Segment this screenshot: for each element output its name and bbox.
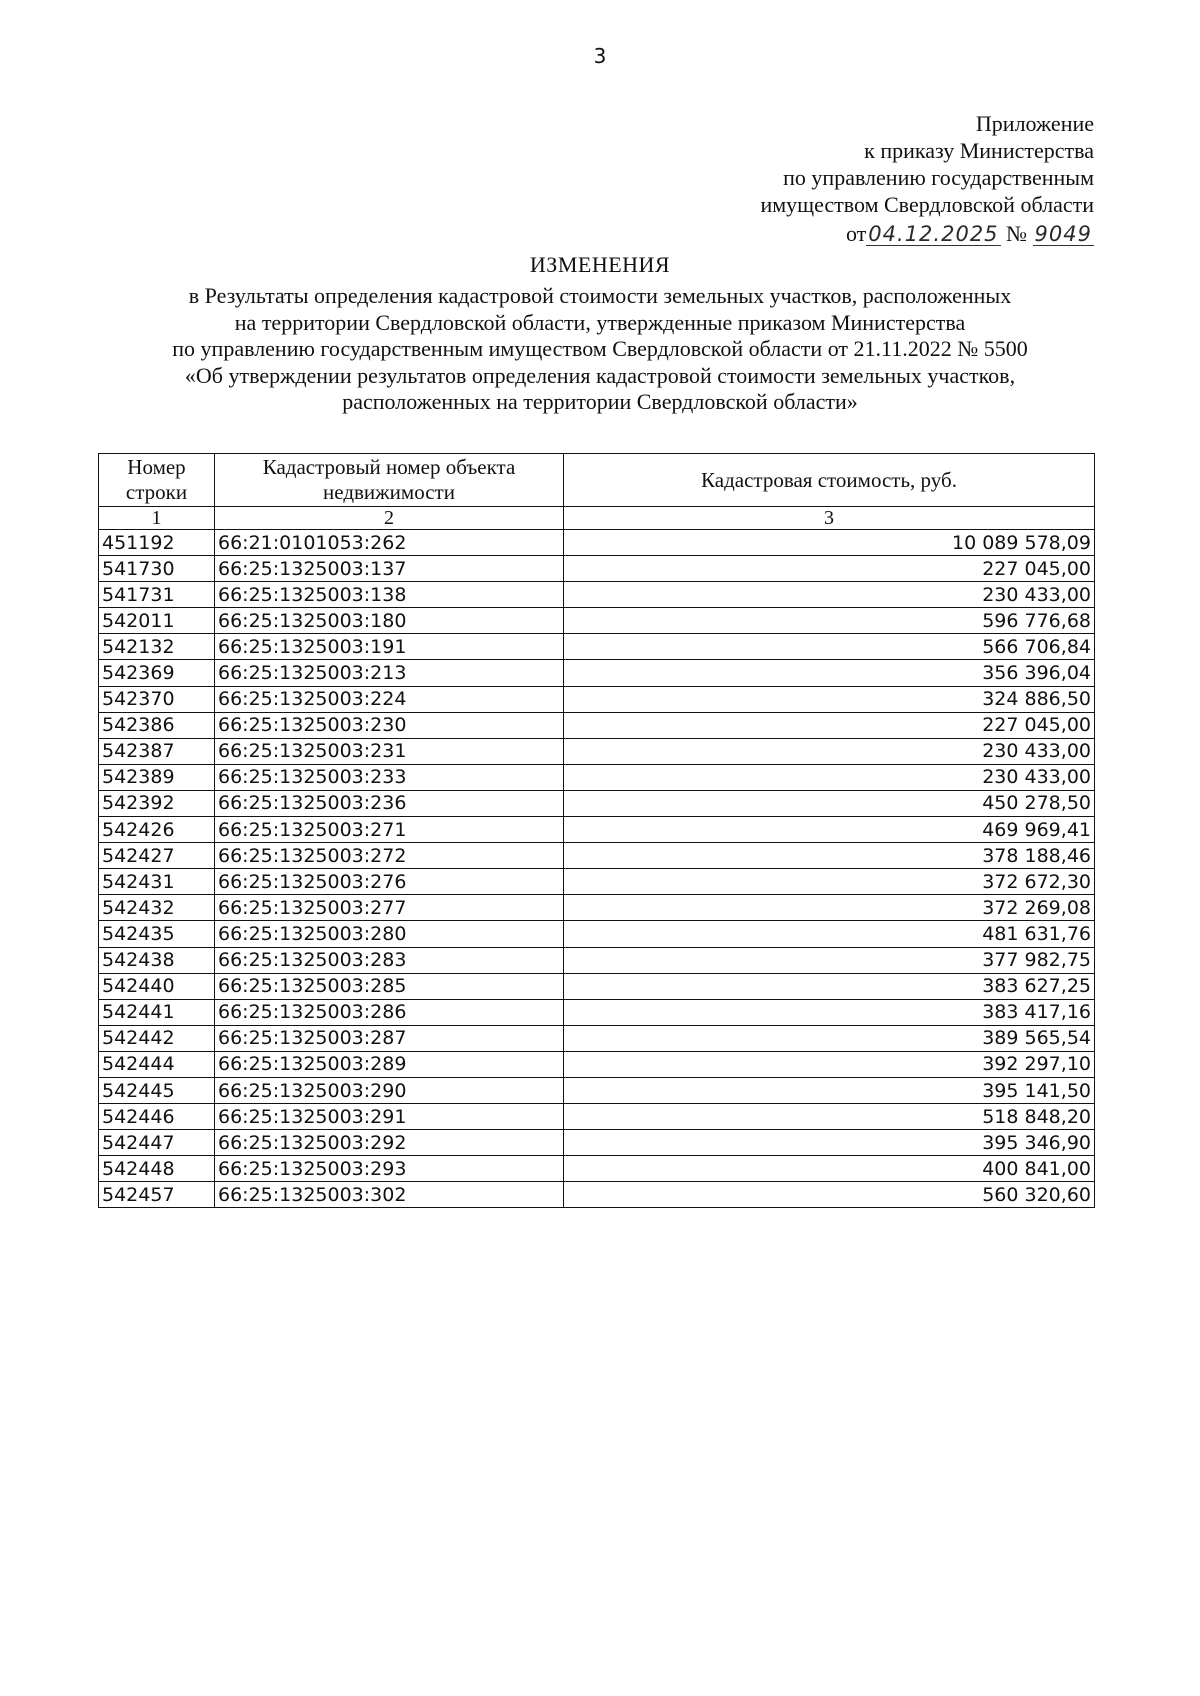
table-row: [99, 1025, 1095, 1051]
cadastral-changes-table: [98, 453, 1095, 1208]
row-number-cell: 542370: [99, 686, 215, 712]
column-number: 1: [99, 507, 215, 530]
cadastral-value-cell: 481 631,76: [564, 921, 1095, 947]
cadastral-number-cell: 66:25:1325003:233: [215, 764, 564, 790]
cadastral-number-cell: 66:25:1325003:224: [215, 686, 564, 712]
row-number-cell: 451192: [99, 530, 215, 556]
subtitle-line: «Об утверждении результатов определения кадастровой стоимости земельных участков,: [184, 362, 1016, 388]
row-number-cell: 542387: [99, 738, 215, 764]
cadastral-number-cell: 66:21:0101053:262: [215, 530, 564, 556]
header-cadastral-value: Кадастровая стоимость, руб.: [564, 454, 1095, 507]
subtitle-line: в Результаты определения кадастровой стоимости земельных участков, расположенных: [188, 283, 1012, 308]
subtitle-line: на территории Свердловской области, утвержденные приказом Министерства: [234, 309, 966, 335]
table-row: [99, 1182, 1095, 1208]
cadastral-number-cell: 66:25:1325003:292: [215, 1130, 564, 1156]
header-cadastral-number: Кадастровый номер объекта недвижимости: [215, 454, 564, 507]
cadastral-value-cell: 372 269,08: [564, 895, 1095, 921]
cadastral-value-cell: 230 433,00: [564, 582, 1095, 608]
cadastral-value-cell: 230 433,00: [564, 738, 1095, 764]
table-row: [99, 790, 1095, 816]
row-number-cell: 542444: [99, 1051, 215, 1077]
cadastral-number-cell: 66:25:1325003:271: [215, 817, 564, 843]
row-number-cell: 542447: [99, 1130, 215, 1156]
cadastral-value-cell: 469 969,41: [564, 817, 1095, 843]
row-number-cell: 542389: [99, 764, 215, 790]
cadastral-number-cell: 66:25:1325003:213: [215, 660, 564, 686]
table-row: [99, 660, 1095, 686]
table-row: [99, 764, 1095, 790]
cadastral-number-cell: 66:25:1325003:283: [215, 947, 564, 973]
row-number-cell: 542441: [99, 999, 215, 1025]
table-row: [99, 921, 1095, 947]
row-number-cell: 542426: [99, 817, 215, 843]
cadastral-value-cell: 596 776,68: [564, 608, 1095, 634]
appendix-line: к приказу Министерства: [864, 138, 1094, 163]
cadastral-number-cell: 66:25:1325003:276: [215, 869, 564, 895]
table-row: [99, 582, 1095, 608]
table-row: [99, 999, 1095, 1025]
document-subtitle: [100, 283, 1100, 416]
column-number-row: [99, 507, 1095, 530]
table-row: [99, 738, 1095, 764]
order-number-handwritten: 9049: [1034, 222, 1092, 246]
cadastral-number-cell: 66:25:1325003:277: [215, 895, 564, 921]
row-number-cell: 542369: [99, 660, 215, 686]
cadastral-value-cell: 372 672,30: [564, 869, 1095, 895]
cadastral-value-cell: 10 089 578,09: [564, 530, 1095, 556]
cadastral-value-cell: 450 278,50: [564, 790, 1095, 816]
cadastral-value-cell: 227 045,00: [564, 556, 1095, 582]
cadastral-number-cell: 66:25:1325003:290: [215, 1077, 564, 1103]
cadastral-number-cell: 66:25:1325003:280: [215, 921, 564, 947]
cadastral-value-cell: 566 706,84: [564, 634, 1095, 660]
table-row: [99, 1156, 1095, 1182]
number-prefix: №: [1006, 221, 1028, 246]
table-row: [99, 1104, 1095, 1130]
column-number: 3: [564, 507, 1095, 530]
cadastral-number-cell: 66:25:1325003:231: [215, 738, 564, 764]
row-number-cell: 542438: [99, 947, 215, 973]
cadastral-value-cell: 324 886,50: [564, 686, 1095, 712]
cadastral-number-cell: 66:25:1325003:291: [215, 1104, 564, 1130]
cadastral-number-cell: 66:25:1325003:286: [215, 999, 564, 1025]
header-row-number: Номер строки: [99, 454, 215, 507]
cadastral-value-cell: 383 417,16: [564, 999, 1095, 1025]
date-prefix: от: [845, 221, 867, 246]
cadastral-number-cell: 66:25:1325003:230: [215, 712, 564, 738]
table-row: [99, 1077, 1095, 1103]
column-number: 2: [215, 507, 564, 530]
cadastral-number-cell: 66:25:1325003:191: [215, 634, 564, 660]
cadastral-number-cell: 66:25:1325003:287: [215, 1025, 564, 1051]
order-date-handwritten: 04.12.2025: [868, 222, 999, 246]
row-number-cell: 542432: [99, 895, 215, 921]
document-title: ИЗМЕНЕНИЯ: [529, 252, 671, 277]
cadastral-number-cell: 66:25:1325003:302: [215, 1182, 564, 1208]
cadastral-value-cell: 230 433,00: [564, 764, 1095, 790]
row-number-cell: 542132: [99, 634, 215, 660]
cadastral-value-cell: 395 346,90: [564, 1130, 1095, 1156]
appendix-line: имуществом Свердловской области: [760, 192, 1094, 217]
table-row: [99, 843, 1095, 869]
row-number-cell: 542448: [99, 1156, 215, 1182]
subtitle-line: по управлению государственным имуществом Свердловской области от 21.11.2022 № 5500: [172, 336, 1028, 361]
row-number-cell: 542446: [99, 1104, 215, 1130]
cadastral-value-cell: 389 565,54: [564, 1025, 1095, 1051]
cadastral-number-cell: 66:25:1325003:272: [215, 843, 564, 869]
cadastral-value-cell: 383 627,25: [564, 973, 1095, 999]
row-number-cell: 542431: [99, 869, 215, 895]
row-number-cell: 542427: [99, 843, 215, 869]
row-number-cell: 542386: [99, 712, 215, 738]
table-row: [99, 1130, 1095, 1156]
table-row: [99, 608, 1095, 634]
table-row: [99, 634, 1095, 660]
table-row: [99, 686, 1095, 712]
cadastral-number-cell: 66:25:1325003:236: [215, 790, 564, 816]
cadastral-value-cell: 560 320,60: [564, 1182, 1095, 1208]
page-number: 3: [593, 44, 607, 68]
row-number-cell: 542440: [99, 973, 215, 999]
row-number-cell: 541730: [99, 556, 215, 582]
appendix-line: Приложение: [975, 111, 1094, 136]
cadastral-value-cell: 518 848,20: [564, 1104, 1095, 1130]
row-number-cell: 542445: [99, 1077, 215, 1103]
table-row: [99, 973, 1095, 999]
row-number-cell: 542435: [99, 921, 215, 947]
cadastral-number-cell: 66:25:1325003:138: [215, 582, 564, 608]
cadastral-value-cell: 400 841,00: [564, 1156, 1095, 1182]
cadastral-number-cell: 66:25:1325003:137: [215, 556, 564, 582]
table-row: [99, 817, 1095, 843]
row-number-cell: 542011: [99, 608, 215, 634]
cadastral-value-cell: 392 297,10: [564, 1051, 1095, 1077]
cadastral-number-cell: 66:25:1325003:180: [215, 608, 564, 634]
table-row: [99, 712, 1095, 738]
cadastral-value-cell: 227 045,00: [564, 712, 1095, 738]
cadastral-value-cell: 378 188,46: [564, 843, 1095, 869]
cadastral-value-cell: 395 141,50: [564, 1077, 1095, 1103]
appendix-line: по управлению государственным: [783, 165, 1094, 190]
cadastral-number-cell: 66:25:1325003:289: [215, 1051, 564, 1077]
cadastral-number-cell: 66:25:1325003:285: [215, 973, 564, 999]
order-date-number: [574, 220, 1094, 247]
row-number-cell: 541731: [99, 582, 215, 608]
table-row: [99, 1051, 1095, 1077]
appendix-block: [574, 110, 1094, 247]
table-row: [99, 530, 1095, 556]
table-body: [99, 530, 1095, 1208]
table-header-row: [99, 454, 1095, 507]
table-row: [99, 556, 1095, 582]
row-number-cell: 542442: [99, 1025, 215, 1051]
subtitle-line: расположенных на территории Свердловской области»: [342, 389, 858, 414]
cadastral-value-cell: 356 396,04: [564, 660, 1095, 686]
table-row: [99, 947, 1095, 973]
cadastral-value-cell: 377 982,75: [564, 947, 1095, 973]
row-number-cell: 542392: [99, 790, 215, 816]
row-number-cell: 542457: [99, 1182, 215, 1208]
cadastral-number-cell: 66:25:1325003:293: [215, 1156, 564, 1182]
table-row: [99, 895, 1095, 921]
table-row: [99, 869, 1095, 895]
